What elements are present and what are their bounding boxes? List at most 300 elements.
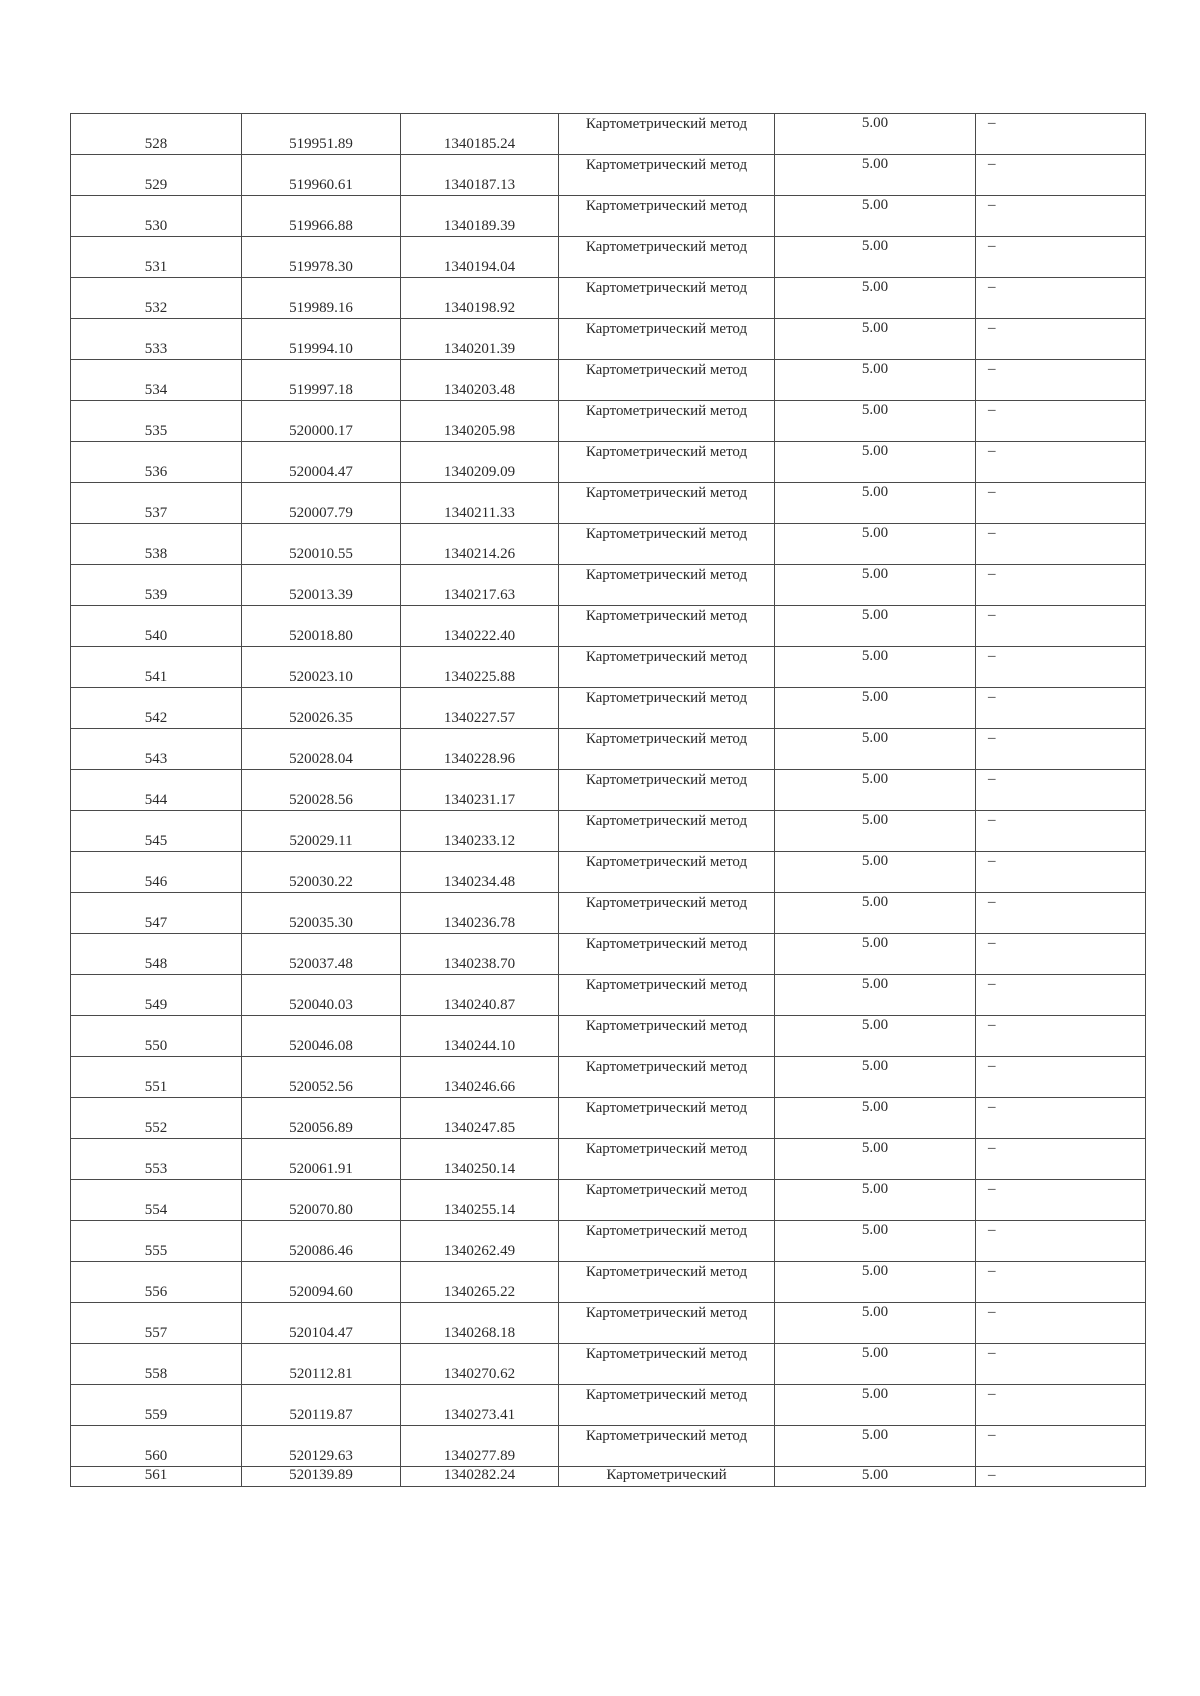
table-row (71, 770, 1146, 811)
y-coordinate-value: 1340238.70 (443, 956, 516, 972)
method-value: Картометрический метод (585, 362, 748, 378)
x-coordinate-cell (242, 1467, 401, 1487)
x-coordinate-value: 520056.89 (289, 1120, 353, 1136)
x-coordinate-value: 520029.11 (289, 833, 353, 849)
y-coordinate-cell (401, 401, 559, 442)
point-number-value: 547 (144, 915, 168, 931)
method-value: Картометрический метод (585, 1018, 748, 1034)
x-coordinate-cell (242, 893, 401, 934)
accuracy-cell (775, 237, 976, 278)
point-number-cell (71, 1467, 242, 1487)
note-value: – (988, 1099, 996, 1115)
x-coordinate-value: 520052.56 (289, 1079, 353, 1095)
y-coordinate-cell (401, 1262, 559, 1303)
y-coordinate-value: 1340244.10 (443, 1038, 516, 1054)
accuracy-cell (775, 934, 976, 975)
point-number-value: 539 (144, 587, 168, 603)
accuracy-value: 5.00 (861, 607, 889, 623)
accuracy-value: 5.00 (861, 1467, 889, 1483)
y-coordinate-cell (401, 483, 559, 524)
method-value: Картометрический метод (585, 977, 748, 993)
x-coordinate-value: 520129.63 (289, 1448, 353, 1464)
x-coordinate-value: 520013.39 (289, 587, 353, 603)
method-cell (559, 114, 775, 155)
accuracy-value: 5.00 (861, 1058, 889, 1074)
y-coordinate-cell (401, 1385, 559, 1426)
accuracy-value: 5.00 (861, 443, 889, 459)
note-value: – (988, 1345, 996, 1361)
y-coordinate-value: 1340246.66 (443, 1079, 516, 1095)
method-cell (559, 1016, 775, 1057)
note-cell (976, 1098, 1146, 1139)
method-cell (559, 811, 775, 852)
point-number-value: 542 (144, 710, 168, 726)
point-number-cell (71, 1385, 242, 1426)
accuracy-value: 5.00 (861, 648, 889, 664)
accuracy-cell (775, 975, 976, 1016)
note-value: – (988, 1467, 996, 1483)
method-value: Картометрический метод (585, 608, 748, 624)
y-coordinate-value: 1340250.14 (443, 1161, 516, 1177)
table-row (71, 155, 1146, 196)
x-coordinate-cell (242, 278, 401, 319)
y-coordinate-value: 1340209.09 (443, 464, 516, 480)
note-cell (976, 811, 1146, 852)
table-row (71, 1057, 1146, 1098)
method-cell (559, 483, 775, 524)
note-cell (976, 114, 1146, 155)
x-coordinate-cell (242, 852, 401, 893)
x-coordinate-value: 520094.60 (289, 1284, 353, 1300)
point-number-value: 529 (144, 177, 168, 193)
x-coordinate-cell (242, 237, 401, 278)
x-coordinate-value: 519966.88 (289, 218, 353, 234)
note-value: – (988, 976, 996, 992)
accuracy-cell (775, 811, 976, 852)
y-coordinate-value: 1340270.62 (443, 1366, 516, 1382)
method-cell (559, 565, 775, 606)
y-coordinate-value: 1340201.39 (443, 341, 516, 357)
point-number-cell (71, 688, 242, 729)
point-number-cell (71, 401, 242, 442)
method-cell (559, 1057, 775, 1098)
note-cell (976, 1344, 1146, 1385)
y-coordinate-cell (401, 770, 559, 811)
accuracy-cell (775, 1139, 976, 1180)
table-row (71, 934, 1146, 975)
x-coordinate-value: 519994.10 (289, 341, 353, 357)
method-value: Картометрический метод (585, 772, 748, 788)
x-coordinate-cell (242, 811, 401, 852)
accuracy-value: 5.00 (861, 115, 889, 131)
note-value: – (988, 566, 996, 582)
note-cell (976, 729, 1146, 770)
y-coordinate-value: 1340233.12 (443, 833, 516, 849)
note-cell (976, 1180, 1146, 1221)
x-coordinate-value: 520040.03 (289, 997, 353, 1013)
note-cell (976, 647, 1146, 688)
note-value: – (988, 1222, 996, 1238)
y-coordinate-value: 1340187.13 (443, 177, 516, 193)
accuracy-value: 5.00 (861, 976, 889, 992)
point-number-value: 536 (144, 464, 168, 480)
note-cell (976, 1303, 1146, 1344)
accuracy-value: 5.00 (861, 156, 889, 172)
y-coordinate-cell (401, 442, 559, 483)
note-cell (976, 1221, 1146, 1262)
accuracy-cell (775, 155, 976, 196)
point-number-cell (71, 483, 242, 524)
x-coordinate-cell (242, 934, 401, 975)
accuracy-cell (775, 524, 976, 565)
method-value: Картометрический метод (585, 157, 748, 173)
x-coordinate-cell (242, 647, 401, 688)
x-coordinate-value: 519989.16 (289, 300, 353, 316)
x-coordinate-cell (242, 524, 401, 565)
point-number-cell (71, 237, 242, 278)
method-cell (559, 934, 775, 975)
y-coordinate-value: 1340234.48 (443, 874, 516, 890)
accuracy-value: 5.00 (861, 812, 889, 828)
method-cell (559, 1467, 775, 1487)
note-cell (976, 442, 1146, 483)
x-coordinate-cell (242, 975, 401, 1016)
note-value: – (988, 525, 996, 541)
note-cell (976, 688, 1146, 729)
point-number-cell (71, 1303, 242, 1344)
accuracy-value: 5.00 (861, 1263, 889, 1279)
method-value: Картометрический метод (585, 1182, 748, 1198)
y-coordinate-value: 1340203.48 (443, 382, 516, 398)
x-coordinate-value: 520004.47 (289, 464, 353, 480)
method-cell (559, 155, 775, 196)
accuracy-cell (775, 1467, 976, 1487)
table-row (71, 1303, 1146, 1344)
x-coordinate-cell (242, 1221, 401, 1262)
accuracy-value: 5.00 (861, 853, 889, 869)
accuracy-cell (775, 1057, 976, 1098)
y-coordinate-cell (401, 1221, 559, 1262)
note-value: – (988, 1427, 996, 1443)
x-coordinate-value: 520007.79 (289, 505, 353, 521)
y-coordinate-value: 1340240.87 (443, 997, 516, 1013)
point-number-value: 532 (144, 300, 168, 316)
y-coordinate-cell (401, 852, 559, 893)
accuracy-cell (775, 278, 976, 319)
note-cell (976, 401, 1146, 442)
accuracy-cell (775, 1221, 976, 1262)
note-cell (976, 934, 1146, 975)
note-cell (976, 1467, 1146, 1487)
accuracy-value: 5.00 (861, 279, 889, 295)
note-cell (976, 770, 1146, 811)
accuracy-cell (775, 442, 976, 483)
method-value: Картометрический метод (585, 280, 748, 296)
x-coordinate-cell (242, 1385, 401, 1426)
y-coordinate-value: 1340277.89 (443, 1448, 516, 1464)
accuracy-value: 5.00 (861, 730, 889, 746)
table-row (71, 565, 1146, 606)
point-number-value: 531 (144, 259, 168, 275)
method-cell (559, 975, 775, 1016)
method-value: Картометрический метод (585, 321, 748, 337)
method-cell (559, 1139, 775, 1180)
point-number-value: 551 (144, 1079, 168, 1095)
accuracy-value: 5.00 (861, 894, 889, 910)
y-coordinate-cell (401, 319, 559, 360)
note-value: – (988, 812, 996, 828)
note-cell (976, 975, 1146, 1016)
note-cell (976, 155, 1146, 196)
point-number-cell (71, 1344, 242, 1385)
accuracy-value: 5.00 (861, 361, 889, 377)
table-row (71, 1426, 1146, 1467)
method-value: Картометрический (606, 1467, 727, 1483)
y-coordinate-value: 1340211.33 (444, 505, 515, 521)
note-value: – (988, 443, 996, 459)
accuracy-cell (775, 1426, 976, 1467)
point-number-cell (71, 1180, 242, 1221)
point-number-value: 560 (144, 1448, 168, 1464)
table-row (71, 606, 1146, 647)
point-number-cell (71, 606, 242, 647)
note-cell (976, 606, 1146, 647)
method-value: Картометрический метод (585, 485, 748, 501)
note-value: – (988, 648, 996, 664)
method-value: Картометрический метод (585, 116, 748, 132)
note-cell (976, 852, 1146, 893)
accuracy-value: 5.00 (861, 1427, 889, 1443)
method-value: Картометрический метод (585, 403, 748, 419)
y-coordinate-cell (401, 1467, 559, 1487)
y-coordinate-value: 1340185.24 (443, 136, 516, 152)
point-number-value: 545 (144, 833, 168, 849)
accuracy-cell (775, 319, 976, 360)
accuracy-cell (775, 483, 976, 524)
point-number-cell (71, 319, 242, 360)
note-cell (976, 483, 1146, 524)
method-cell (559, 1344, 775, 1385)
point-number-value: 558 (144, 1366, 168, 1382)
point-number-value: 544 (144, 792, 168, 808)
accuracy-cell (775, 1180, 976, 1221)
note-cell (976, 1016, 1146, 1057)
note-cell (976, 893, 1146, 934)
y-coordinate-value: 1340225.88 (443, 669, 516, 685)
accuracy-cell (775, 1385, 976, 1426)
accuracy-value: 5.00 (861, 238, 889, 254)
y-coordinate-cell (401, 1139, 559, 1180)
x-coordinate-cell (242, 1262, 401, 1303)
method-value: Картометрический метод (585, 731, 748, 747)
method-cell (559, 606, 775, 647)
y-coordinate-cell (401, 360, 559, 401)
note-value: – (988, 894, 996, 910)
method-cell (559, 647, 775, 688)
method-value: Картометрический метод (585, 936, 748, 952)
table-row (71, 1344, 1146, 1385)
x-coordinate-value: 520086.46 (289, 1243, 353, 1259)
method-cell (559, 196, 775, 237)
table-row (71, 1467, 1146, 1487)
point-number-value: 550 (144, 1038, 168, 1054)
y-coordinate-cell (401, 1098, 559, 1139)
point-number-value: 556 (144, 1284, 168, 1300)
method-cell (559, 1385, 775, 1426)
method-value: Картометрический метод (585, 1428, 748, 1444)
method-cell (559, 1426, 775, 1467)
table-row (71, 1016, 1146, 1057)
x-coordinate-value: 519951.89 (289, 136, 353, 152)
method-value: Картометрический метод (585, 1305, 748, 1321)
x-coordinate-value: 520000.17 (289, 423, 353, 439)
x-coordinate-cell (242, 1180, 401, 1221)
y-coordinate-cell (401, 155, 559, 196)
point-number-value: 534 (144, 382, 168, 398)
table-row (71, 319, 1146, 360)
x-coordinate-cell (242, 688, 401, 729)
y-coordinate-cell (401, 893, 559, 934)
method-cell (559, 237, 775, 278)
point-number-cell (71, 647, 242, 688)
point-number-cell (71, 811, 242, 852)
accuracy-cell (775, 565, 976, 606)
note-value: – (988, 1263, 996, 1279)
y-coordinate-value: 1340222.40 (443, 628, 516, 644)
point-number-value: 541 (144, 669, 168, 685)
point-number-cell (71, 1262, 242, 1303)
method-cell (559, 688, 775, 729)
y-coordinate-cell (401, 934, 559, 975)
y-coordinate-cell (401, 278, 559, 319)
point-number-value: 557 (144, 1325, 168, 1341)
method-cell (559, 729, 775, 770)
point-number-cell (71, 893, 242, 934)
point-number-cell (71, 975, 242, 1016)
x-coordinate-cell (242, 606, 401, 647)
x-coordinate-cell (242, 1303, 401, 1344)
note-value: – (988, 1017, 996, 1033)
method-cell (559, 1262, 775, 1303)
y-coordinate-value: 1340194.04 (443, 259, 516, 275)
method-value: Картометрический метод (585, 690, 748, 706)
method-value: Картометрический метод (585, 526, 748, 542)
note-value: – (988, 484, 996, 500)
x-coordinate-cell (242, 1057, 401, 1098)
table-row (71, 1139, 1146, 1180)
note-value: – (988, 935, 996, 951)
x-coordinate-cell (242, 729, 401, 770)
x-coordinate-value: 520104.47 (289, 1325, 353, 1341)
table-row (71, 688, 1146, 729)
note-value: – (988, 115, 996, 131)
table-row (71, 811, 1146, 852)
point-number-cell (71, 1057, 242, 1098)
y-coordinate-value: 1340236.78 (443, 915, 516, 931)
x-coordinate-value: 520046.08 (289, 1038, 353, 1054)
x-coordinate-value: 520112.81 (289, 1366, 353, 1382)
note-cell (976, 319, 1146, 360)
y-coordinate-value: 1340227.57 (443, 710, 516, 726)
method-value: Картометрический метод (585, 239, 748, 255)
point-number-cell (71, 360, 242, 401)
note-value: – (988, 771, 996, 787)
accuracy-cell (775, 729, 976, 770)
y-coordinate-value: 1340189.39 (443, 218, 516, 234)
x-coordinate-cell (242, 1016, 401, 1057)
note-value: – (988, 1181, 996, 1197)
accuracy-cell (775, 1262, 976, 1303)
method-cell (559, 852, 775, 893)
x-coordinate-cell (242, 319, 401, 360)
table-row (71, 975, 1146, 1016)
x-coordinate-value: 519960.61 (289, 177, 353, 193)
table-row (71, 852, 1146, 893)
accuracy-value: 5.00 (861, 1386, 889, 1402)
method-value: Картометрический метод (585, 198, 748, 214)
x-coordinate-cell (242, 360, 401, 401)
note-cell (976, 1139, 1146, 1180)
x-coordinate-value: 520061.91 (289, 1161, 353, 1177)
x-coordinate-cell (242, 196, 401, 237)
accuracy-value: 5.00 (861, 1304, 889, 1320)
note-cell (976, 278, 1146, 319)
accuracy-value: 5.00 (861, 689, 889, 705)
method-cell (559, 442, 775, 483)
y-coordinate-cell (401, 647, 559, 688)
accuracy-cell (775, 606, 976, 647)
accuracy-value: 5.00 (861, 771, 889, 787)
method-cell (559, 1098, 775, 1139)
method-value: Картометрический метод (585, 1346, 748, 1362)
note-cell (976, 1426, 1146, 1467)
method-value: Картометрический метод (585, 444, 748, 460)
table-row (71, 729, 1146, 770)
note-value: – (988, 197, 996, 213)
accuracy-cell (775, 688, 976, 729)
accuracy-cell (775, 360, 976, 401)
point-number-value: 552 (144, 1120, 168, 1136)
note-value: – (988, 1304, 996, 1320)
accuracy-value: 5.00 (861, 1181, 889, 1197)
table-row (71, 401, 1146, 442)
point-number-cell (71, 729, 242, 770)
y-coordinate-value: 1340214.26 (443, 546, 516, 562)
x-coordinate-value: 519978.30 (289, 259, 353, 275)
method-value: Картометрический метод (585, 649, 748, 665)
accuracy-cell (775, 1016, 976, 1057)
x-coordinate-cell (242, 483, 401, 524)
y-coordinate-cell (401, 196, 559, 237)
method-value: Картометрический метод (585, 813, 748, 829)
point-number-value: 540 (144, 628, 168, 644)
y-coordinate-cell (401, 1426, 559, 1467)
method-cell (559, 1303, 775, 1344)
x-coordinate-value: 520028.56 (289, 792, 353, 808)
method-value: Картометрический метод (585, 1100, 748, 1116)
note-cell (976, 565, 1146, 606)
accuracy-cell (775, 1098, 976, 1139)
x-coordinate-value: 520119.87 (289, 1407, 353, 1423)
accuracy-value: 5.00 (861, 484, 889, 500)
note-value: – (988, 279, 996, 295)
x-coordinate-value: 520070.80 (289, 1202, 353, 1218)
y-coordinate-cell (401, 1303, 559, 1344)
point-number-cell (71, 114, 242, 155)
table-row (71, 647, 1146, 688)
y-coordinate-value: 1340268.18 (443, 1325, 516, 1341)
method-cell (559, 360, 775, 401)
